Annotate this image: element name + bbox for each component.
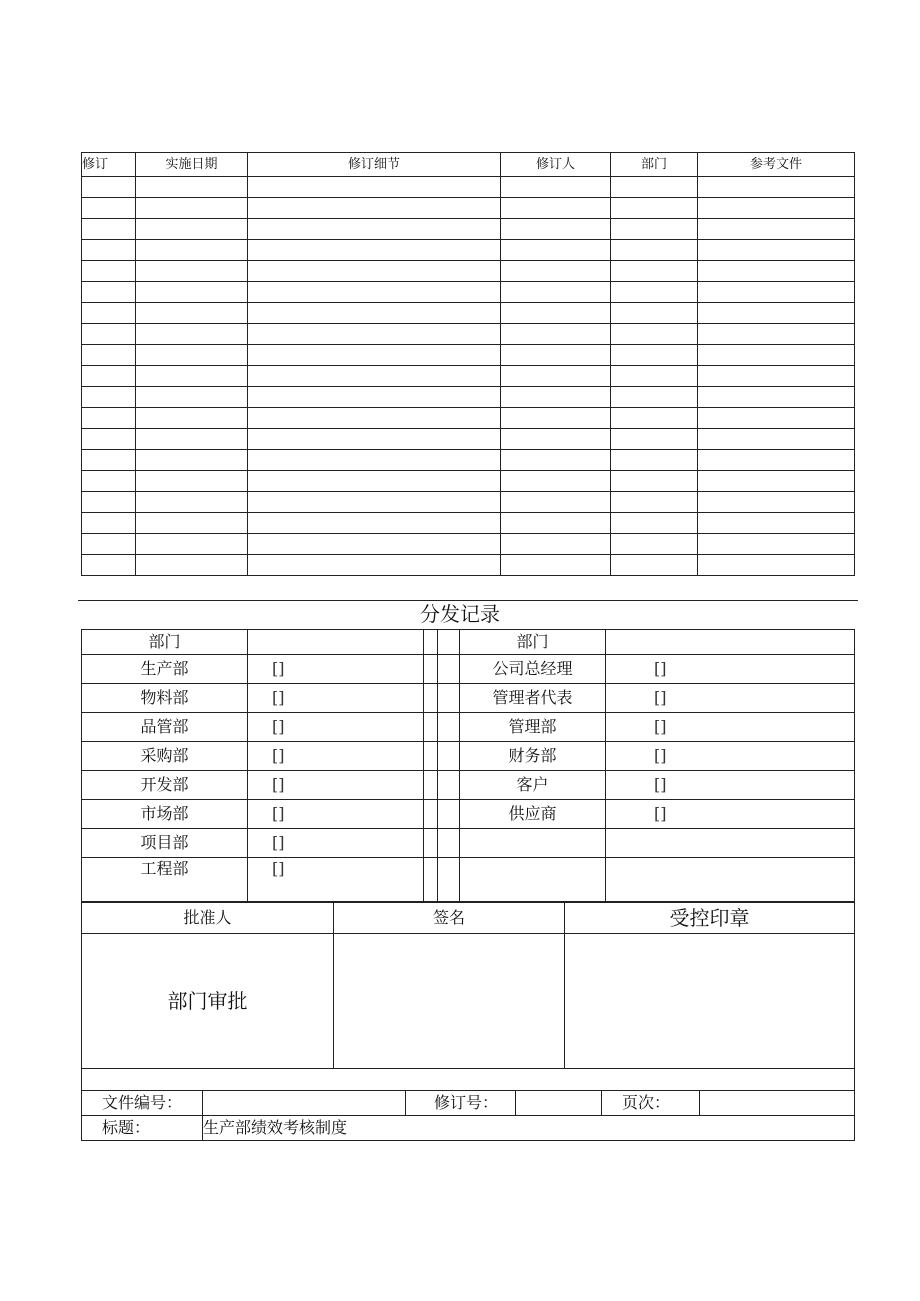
revision-cell[interactable] [501, 219, 611, 240]
doc-number-label: 文件编号： [82, 1091, 203, 1116]
distribution-row [82, 771, 855, 800]
footer-title-row [82, 1116, 855, 1141]
revision-cell[interactable] [82, 261, 136, 282]
dept-engineering: 工程部 [82, 858, 248, 902]
revision-cell[interactable] [611, 366, 698, 387]
checkbox-marketing[interactable]: [] [248, 800, 424, 829]
signature-area[interactable] [334, 934, 565, 1069]
dept-purchasing: 采购部 [82, 742, 248, 771]
revision-cell[interactable] [248, 534, 501, 555]
revision-cell[interactable] [136, 303, 248, 324]
checkbox-materials[interactable]: [] [248, 684, 424, 713]
revision-cell[interactable] [82, 282, 136, 303]
distribution-row [82, 742, 855, 771]
revision-header-row [82, 153, 855, 177]
revision-cell[interactable] [611, 450, 698, 471]
approval-header-row [82, 903, 855, 934]
revision-cell[interactable] [698, 408, 855, 429]
revision-cell[interactable] [501, 240, 611, 261]
footer-info-row [82, 1091, 855, 1116]
revision-cell[interactable] [611, 471, 698, 492]
revision-row [82, 408, 855, 429]
dist-header-dept-left: 部门 [82, 630, 248, 655]
revision-row [82, 450, 855, 471]
revision-cell[interactable] [248, 219, 501, 240]
revision-cell[interactable] [698, 198, 855, 219]
header-reference-docs: 参考文件 [698, 153, 855, 177]
stamp-area [565, 934, 855, 1069]
revision-cell[interactable] [136, 429, 248, 450]
dept-materials: 物料部 [82, 684, 248, 713]
dept-management-rep: 管理者代表 [460, 684, 606, 713]
section-divider [78, 600, 858, 601]
dist-spacer [438, 742, 460, 771]
revision-cell[interactable] [248, 177, 501, 198]
checkbox-general-manager[interactable]: [] [606, 655, 855, 684]
revision-cell[interactable] [698, 450, 855, 471]
revision-number-label: 修订号： [406, 1091, 516, 1116]
dist-spacer [438, 858, 460, 902]
revision-cell[interactable] [611, 303, 698, 324]
distribution-row [82, 684, 855, 713]
revision-cell[interactable] [698, 513, 855, 534]
revision-cell[interactable] [611, 261, 698, 282]
revision-cell[interactable] [82, 387, 136, 408]
dist-spacer [424, 655, 438, 684]
revision-cell[interactable] [501, 408, 611, 429]
dist-header-blank [606, 630, 855, 655]
revision-cell[interactable] [248, 303, 501, 324]
revision-cell[interactable] [248, 324, 501, 345]
title-value: 生产部绩效考核制度 [203, 1116, 855, 1141]
revision-cell[interactable] [611, 387, 698, 408]
revision-row [82, 492, 855, 513]
revision-cell[interactable] [136, 492, 248, 513]
revision-cell[interactable] [501, 345, 611, 366]
revision-cell[interactable] [248, 471, 501, 492]
dist-spacer [438, 684, 460, 713]
document-footer-table [81, 1068, 855, 1141]
dept-project: 项目部 [82, 829, 248, 858]
revision-cell[interactable] [136, 324, 248, 345]
dist-spacer [424, 713, 438, 742]
distribution-row [82, 829, 855, 858]
revision-cell[interactable] [82, 345, 136, 366]
distribution-row [82, 713, 855, 742]
controlled-stamp-label: 受控印章 [565, 903, 855, 934]
revision-cell[interactable] [611, 219, 698, 240]
revision-row [82, 429, 855, 450]
revision-cell[interactable] [136, 555, 248, 576]
dist-spacer [424, 829, 438, 858]
revision-cell[interactable] [698, 324, 855, 345]
checkbox-engineering[interactable]: [] [248, 858, 424, 902]
revision-cell[interactable] [698, 261, 855, 282]
revision-cell[interactable] [82, 450, 136, 471]
revision-cell[interactable] [248, 240, 501, 261]
revision-cell[interactable] [698, 555, 855, 576]
revision-cell[interactable] [82, 408, 136, 429]
revision-row [82, 471, 855, 492]
revision-cell[interactable] [501, 261, 611, 282]
dist-spacer [438, 630, 460, 655]
revision-cell[interactable] [611, 240, 698, 261]
dist-spacer [438, 800, 460, 829]
revision-cell[interactable] [611, 282, 698, 303]
revision-cell[interactable] [698, 303, 855, 324]
approver-label: 批准人 [82, 903, 334, 934]
approval-body-row [82, 934, 855, 1069]
dept-development: 开发部 [82, 771, 248, 800]
revision-cell[interactable] [136, 408, 248, 429]
header-effective-date: 实施日期 [136, 153, 248, 177]
page-value[interactable] [700, 1091, 855, 1116]
dept-quality: 品管部 [82, 713, 248, 742]
revision-cell[interactable] [501, 492, 611, 513]
revision-cell[interactable] [501, 450, 611, 471]
revision-cell[interactable] [501, 387, 611, 408]
checkbox-administration[interactable]: [] [606, 713, 855, 742]
revision-row [82, 324, 855, 345]
dist-spacer [424, 684, 438, 713]
revision-cell[interactable] [611, 324, 698, 345]
revision-cell[interactable] [248, 387, 501, 408]
revision-cell[interactable] [82, 471, 136, 492]
revision-cell[interactable] [248, 513, 501, 534]
revision-cell[interactable] [136, 177, 248, 198]
revision-cell[interactable] [698, 492, 855, 513]
dept-supplier: 供应商 [460, 800, 606, 829]
dist-spacer [424, 742, 438, 771]
dept-administration: 管理部 [460, 713, 606, 742]
dist-spacer [424, 771, 438, 800]
revision-cell[interactable] [611, 492, 698, 513]
checkbox-quality[interactable]: [] [248, 713, 424, 742]
revision-cell[interactable] [82, 240, 136, 261]
revision-cell[interactable] [136, 513, 248, 534]
revision-cell[interactable] [501, 513, 611, 534]
revision-cell[interactable] [82, 219, 136, 240]
revision-cell[interactable] [698, 387, 855, 408]
checkbox-purchasing[interactable]: [] [248, 742, 424, 771]
revision-cell[interactable] [611, 345, 698, 366]
revision-cell[interactable] [82, 303, 136, 324]
revision-row [82, 387, 855, 408]
checkbox-customer[interactable]: [] [606, 771, 855, 800]
revision-cell[interactable] [82, 177, 136, 198]
revision-cell[interactable] [136, 366, 248, 387]
revision-cell[interactable] [698, 366, 855, 387]
revision-cell[interactable] [501, 198, 611, 219]
revision-number-value[interactable] [516, 1091, 602, 1116]
revision-cell[interactable] [611, 555, 698, 576]
revision-row [82, 534, 855, 555]
revision-cell[interactable] [501, 282, 611, 303]
distribution-title: 分发记录 [420, 602, 500, 626]
revision-cell[interactable] [611, 429, 698, 450]
revision-cell[interactable] [501, 324, 611, 345]
revision-row [82, 513, 855, 534]
checkbox-finance[interactable]: [] [606, 742, 855, 771]
dist-empty-cell [606, 829, 855, 858]
revision-cell[interactable] [698, 177, 855, 198]
revision-cell[interactable] [501, 534, 611, 555]
revision-cell[interactable] [698, 471, 855, 492]
revision-cell[interactable] [136, 534, 248, 555]
revision-cell[interactable] [82, 366, 136, 387]
revision-cell[interactable] [698, 345, 855, 366]
page-label: 页次： [602, 1091, 700, 1116]
approval-table [81, 902, 855, 1069]
revision-cell[interactable] [136, 387, 248, 408]
revision-cell[interactable] [501, 366, 611, 387]
header-revision: 修订 [82, 153, 136, 177]
revision-cell[interactable] [501, 303, 611, 324]
distribution-row [82, 800, 855, 829]
distribution-row [82, 858, 855, 902]
revision-cell[interactable] [136, 450, 248, 471]
dist-spacer [424, 858, 438, 902]
revision-row [82, 345, 855, 366]
revision-cell[interactable] [82, 429, 136, 450]
checkbox-development[interactable]: [] [248, 771, 424, 800]
revision-cell[interactable] [248, 261, 501, 282]
distribution-table [81, 629, 855, 902]
revision-cell[interactable] [82, 324, 136, 345]
revision-cell[interactable] [248, 282, 501, 303]
dept-customer: 客户 [460, 771, 606, 800]
revision-cell[interactable] [248, 450, 501, 471]
revision-row [82, 366, 855, 387]
footer-blank-row [82, 1069, 855, 1091]
revision-cell[interactable] [611, 177, 698, 198]
checkbox-production[interactable]: [] [248, 655, 424, 684]
revision-cell[interactable] [248, 366, 501, 387]
revision-cell[interactable] [248, 345, 501, 366]
revision-row [82, 198, 855, 219]
dept-marketing: 市场部 [82, 800, 248, 829]
dist-header-blank [248, 630, 424, 655]
dist-spacer [424, 630, 438, 655]
revision-cell[interactable] [136, 240, 248, 261]
revision-row [82, 282, 855, 303]
distribution-row [82, 655, 855, 684]
revision-cell[interactable] [136, 471, 248, 492]
revision-cell[interactable] [248, 408, 501, 429]
distribution-header-row [82, 630, 855, 655]
header-reviser: 修订人 [501, 153, 611, 177]
dept-approval-text: 部门审批 [82, 934, 334, 1069]
footer-blank-cell [82, 1069, 855, 1091]
revision-row [82, 219, 855, 240]
revision-cell[interactable] [82, 198, 136, 219]
revision-cell[interactable] [698, 282, 855, 303]
revision-row [82, 177, 855, 198]
revision-row [82, 555, 855, 576]
checkbox-supplier[interactable]: [] [606, 800, 855, 829]
header-department: 部门 [611, 153, 698, 177]
revision-cell[interactable] [611, 198, 698, 219]
revision-cell[interactable] [248, 492, 501, 513]
revision-cell[interactable] [82, 555, 136, 576]
revision-cell[interactable] [501, 471, 611, 492]
dist-spacer [438, 771, 460, 800]
revision-row [82, 261, 855, 282]
dist-empty-cell [606, 858, 855, 902]
revision-cell[interactable] [82, 534, 136, 555]
title-label: 标题： [82, 1116, 203, 1141]
dept-finance: 财务部 [460, 742, 606, 771]
revision-cell[interactable] [698, 240, 855, 261]
dist-spacer [438, 655, 460, 684]
dept-production: 生产部 [82, 655, 248, 684]
revision-cell[interactable] [698, 534, 855, 555]
dist-spacer [424, 800, 438, 829]
revision-cell[interactable] [611, 408, 698, 429]
revision-cell[interactable] [611, 534, 698, 555]
revision-cell[interactable] [248, 555, 501, 576]
revision-row [82, 303, 855, 324]
revision-cell[interactable] [501, 429, 611, 450]
revision-cell[interactable] [82, 513, 136, 534]
dist-empty-cell [460, 858, 606, 902]
checkbox-management-rep[interactable]: [] [606, 684, 855, 713]
revision-cell[interactable] [248, 198, 501, 219]
revision-row [82, 240, 855, 261]
dist-spacer [438, 713, 460, 742]
revision-cell[interactable] [611, 513, 698, 534]
revision-cell[interactable] [501, 555, 611, 576]
revision-cell[interactable] [136, 282, 248, 303]
revision-cell[interactable] [248, 429, 501, 450]
revision-cell[interactable] [501, 177, 611, 198]
revision-cell[interactable] [136, 198, 248, 219]
dist-header-dept-right: 部门 [460, 630, 606, 655]
dist-empty-cell [460, 829, 606, 858]
revision-cell[interactable] [82, 492, 136, 513]
revision-cell[interactable] [136, 261, 248, 282]
revision-cell[interactable] [698, 429, 855, 450]
doc-number-value[interactable] [203, 1091, 406, 1116]
dist-spacer [438, 829, 460, 858]
revision-cell[interactable] [698, 219, 855, 240]
checkbox-project[interactable]: [] [248, 829, 424, 858]
revision-table [81, 152, 855, 576]
signature-label: 签名 [334, 903, 565, 934]
header-revision-details: 修订细节 [248, 153, 501, 177]
revision-cell[interactable] [136, 345, 248, 366]
dept-general-manager: 公司总经理 [460, 655, 606, 684]
revision-cell[interactable] [136, 219, 248, 240]
